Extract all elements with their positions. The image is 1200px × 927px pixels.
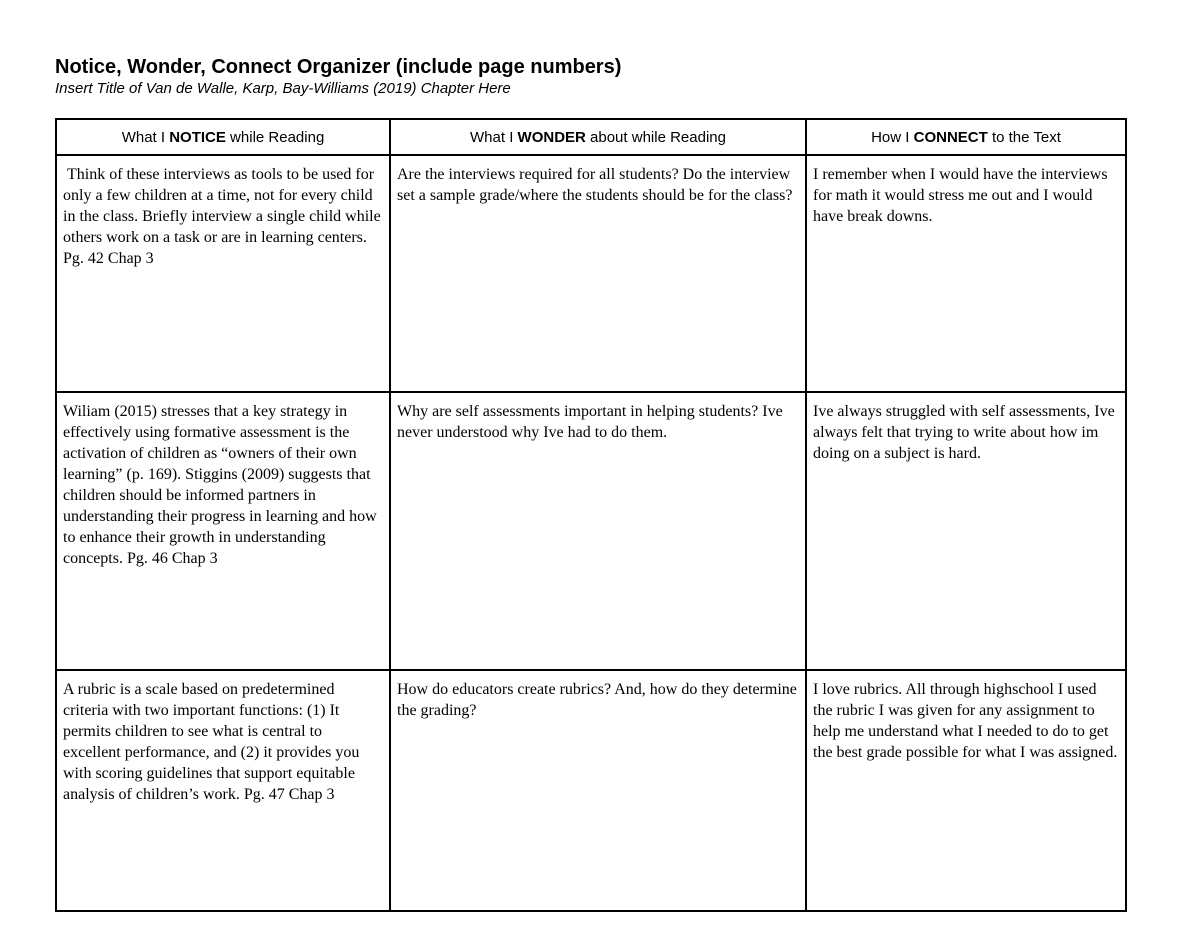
header-notice-prefix: What I: [121, 128, 170, 146]
header-notice-keyword: NOTICE: [169, 128, 226, 146]
connect-cell[interactable]: Ive always struggled with self assessments, Ive always felt that trying to write about how im doing on a subject is hard.: [806, 392, 1126, 670]
connect-cell[interactable]: I remember when I would have the interviews for math it would stress me out and I would have break downs.: [806, 155, 1126, 392]
header-connect-suffix: to the Text: [987, 128, 1061, 146]
table-row: [56, 392, 1126, 670]
wonder-cell[interactable]: Are the interviews required for all students? Do the interview set a sample grade/where the students should be for the class?: [390, 155, 806, 392]
wonder-cell[interactable]: How do educators create rubrics? And, how do they determine the grading?: [390, 670, 806, 911]
wonder-cell[interactable]: Why are self assessments important in helping students? Ive never understood why Ive had to do them.: [390, 392, 806, 670]
header-notice-suffix: while Reading: [225, 128, 325, 146]
notice-cell[interactable]: Wiliam (2015) stresses that a key strategy in effectively using formative assessment is the activation of children as “owners of their own learning” (p. 169). Stiggins (2009) suggests that children should be informed partners in understanding their progress in learning and how to enhance their growth in understanding concepts. Pg. 46 Chap 3: [56, 392, 390, 670]
page-title: Notice, Wonder, Connect Organizer (include page numbers): [55, 56, 622, 78]
organizer-table: [55, 118, 1127, 912]
header-notice: [56, 119, 390, 155]
connect-cell[interactable]: I love rubrics. All through highschool I used the rubric I was given for any assignment to help me understand what I needed to do to get the best grade possible for what I was assigned.: [806, 670, 1126, 911]
header-wonder-suffix: about while Reading: [585, 128, 726, 146]
header-connect-prefix: How I: [871, 128, 914, 146]
header-connect-keyword: CONNECT: [913, 128, 988, 146]
header-wonder: [390, 119, 806, 155]
notice-cell[interactable]: Think of these interviews as tools to be used for only a few children at a time, not for every child in the class. Briefly interview a single child while others work on a task or are in learning centers. Pg. 42 Chap 3: [56, 155, 390, 392]
page-subtitle: Insert Title of Van de Walle, Karp, Bay-Williams (2019) Chapter Here: [55, 80, 511, 97]
header-connect: [806, 119, 1126, 155]
table-row: [56, 155, 1126, 392]
header-row: [56, 119, 1126, 155]
header-wonder-keyword: WONDER: [517, 128, 586, 146]
notice-cell[interactable]: A rubric is a scale based on predetermined criteria with two important functions: (1) It permits children to see what is central to excellent performance, and (2) it provides you with scoring guidelines that support equitable analysis of children’s work. Pg. 47 Chap 3: [56, 670, 390, 911]
header-wonder-prefix: What I: [470, 128, 518, 146]
table-row: [56, 670, 1126, 911]
